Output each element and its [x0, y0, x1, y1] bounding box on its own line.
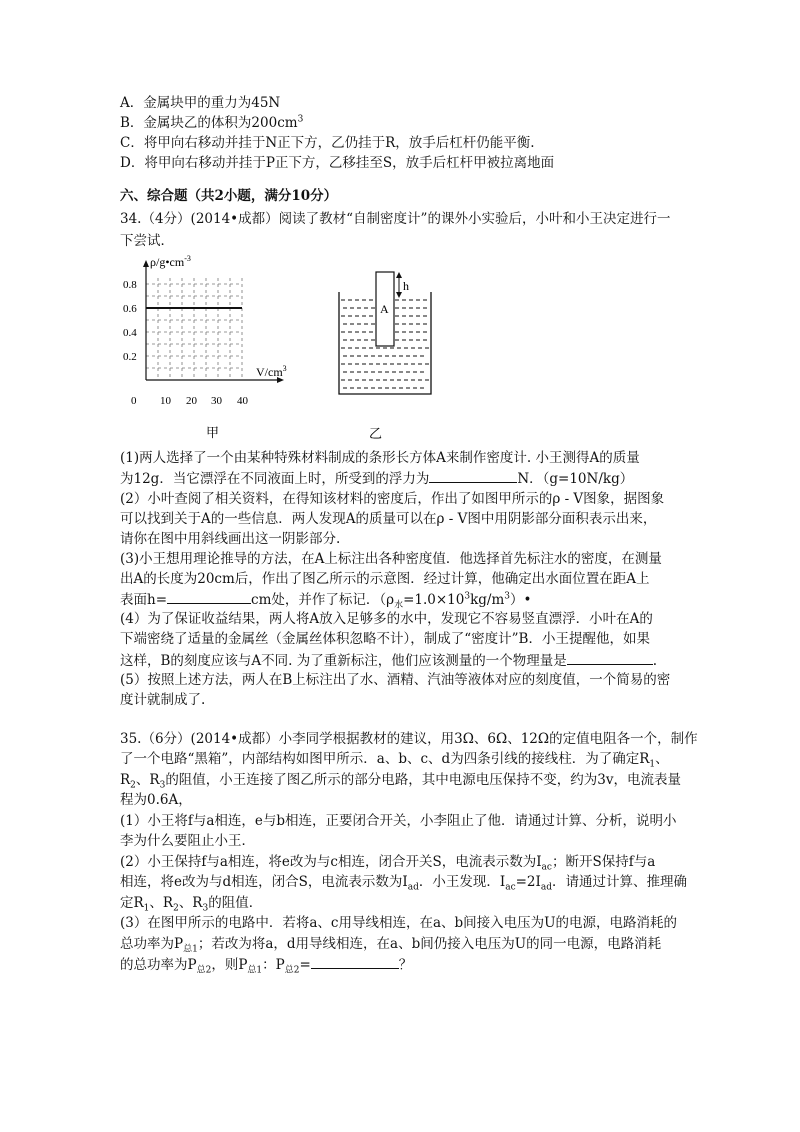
- q34-part2-line2: 可以找到关于A的一些信息．两人发现A的质量可以在ρ - V图中用阴影部分面积表示出来，: [120, 511, 657, 527]
- q35-part3-line3: 的总功率为$P_{总2}$，则$P_{总1}$：$P_{总2}=$ ？: [120, 957, 413, 976]
- q35-stem-line1: 35.（6分）(2014•成都）小李同学根据教材的建议，用3Ω、6Ω、12Ω的定值电阻各一个，制作: [120, 731, 698, 747]
- option-a: A．金属块甲的重力为45N: [120, 95, 281, 111]
- q34-part2-line3: 请你在图中用斜线画出这一阴影部分.: [120, 531, 341, 547]
- q35-part3-line1: (3）在图甲所示的电路中．若将a、c用导线相连，在a、b间接入电压为U的电源，电路消耗的: [120, 915, 678, 931]
- q34-part3-line3: 表面h= cm处，并作了标记．$(\rho_水=1.0\times 10^3kg/m^3)•$: [120, 591, 532, 611]
- x-tick-label: 30: [211, 395, 222, 407]
- y-tick-label: 0.8: [123, 279, 137, 291]
- q34-part5-line1: (5）按照上述方法，两人在B上标注出了水、酒精、汽油等液体对应的刻度值，一个简易的密: [120, 672, 671, 688]
- y-tick-label: 0.2: [123, 351, 137, 363]
- q34-part3-line2: 出A的长度为20cm后，作出了图乙所示的示意图．经过计算，他确定出水面位置在距A上: [120, 571, 650, 587]
- q34-stem-line2: 下尝试．: [120, 233, 174, 249]
- option-c: C．将甲向右移动并挂于N正下方，乙仍挂于R，放手后杠杆仍能平衡.: [120, 135, 535, 151]
- q34-part3-line1: (3)小王想用理论推导的方法，在A上标注出各种密度值．他选择首先标注水的密度，在测量: [120, 551, 662, 567]
- figure-jia-graph: [110, 252, 310, 442]
- q35-part2-line3: 定$R_1$、$R_2$、$R_3$的阻值．: [120, 895, 263, 914]
- q35-stem-line3: $R_2$、$R_3$的阻值，小王连接了图乙所示的部分电路，其中电源电压保持不变，约为3v，电流表量: [120, 772, 682, 791]
- h-label: h: [403, 279, 409, 293]
- q34-part4-line2: 下端密绕了适量的金属丝（金属丝体积忽略不计），制成了“密度计”B．小王提醒他，如果: [120, 631, 650, 647]
- answer-blank[interactable]: [429, 469, 517, 483]
- x-tick-label: 40: [237, 395, 248, 407]
- y-axis-label: $\rho/g•cm^{-3}$: [150, 254, 191, 269]
- answer-blank[interactable]: [311, 955, 399, 969]
- q34-part1-line2: 为12g．当它漂浮在不同液面上时，所受到的浮力为 N．（g=10N/kg）: [120, 471, 634, 487]
- block-a-label: A: [380, 302, 389, 316]
- q35-stem-line2: 了一个电路“黑箱”，内部结构如图甲所示．a、b、c、d为四条引线的接线柱．为了确定$R_1$、: [120, 751, 669, 770]
- figure-caption-jia: 甲: [206, 425, 220, 440]
- q35-stem-line4: 程为0.6A，: [120, 792, 192, 808]
- y-tick-label: 0.4: [123, 327, 137, 339]
- y-axis-arrow-icon: [143, 260, 149, 267]
- figure-caption-yi: 乙: [369, 426, 383, 441]
- q34-part1-line1: (1)两人选择了一个由某种特殊材料制成的条形长方体A来制作密度计. 小王测得A的质量: [120, 450, 640, 466]
- answer-blank[interactable]: [567, 651, 653, 665]
- x-tick-label: 0: [131, 395, 137, 407]
- x-tick-label: 20: [186, 395, 197, 407]
- x-axis-label: $V/cm^3$: [256, 364, 287, 379]
- y-tick-label: 0.6: [123, 303, 137, 315]
- q34-part2-line1: (2）小叶查阅了相关资料，在得知该材料的密度后，作出了如图甲所示的ρ - V图象，据图象: [120, 491, 665, 507]
- grid: [146, 278, 242, 377]
- section-title: 六、综合题（共2小题，满分10分）: [120, 188, 338, 204]
- q35-part1-line1: (1）小王将f与a相连，e与b相连，正要闭合开关，小李阻止了他．请通过计算、分析，说明小: [120, 813, 677, 829]
- x-tick-label: 10: [160, 395, 171, 407]
- h-arrow-up-icon: [396, 272, 402, 278]
- option-d: D．将甲向右移动并挂于P正下方，乙移挂至S，放手后杠杆甲被拉离地面: [120, 155, 555, 171]
- q34-part4-line1: (4）为了保证收益结果，两人将A放入足够多的水中，发现它不容易竖直漂浮．小叶在A的: [120, 611, 653, 627]
- q35-part2-line1: (2）小王保持f与a相连，将e改为与c相连，闭合开关S，电流表示数为$I_{ac}$；断开S保持f与a: [120, 854, 656, 873]
- q34-part4-line3: 这样，B的刻度应该与A不同. 为了重新标注，他们应该测量的一个物理量是 .: [120, 653, 658, 669]
- q34-part5-line2: 度计就制成了.: [120, 692, 206, 708]
- answer-blank[interactable]: [167, 590, 251, 604]
- q34-stem-line1: 34.（4分）(2014•成都）阅读了教材“自制密度计”的课外小实验后，小叶和小王决定进行一: [120, 211, 671, 227]
- figure-yi-beaker: [335, 262, 465, 442]
- q35-part2-line2: 相连，将e改为与d相连，闭合S，电流表示数为$I_{ad}$．小王发现．$I_{ac}=2I_{ad}$．请通过计算、推理确: [120, 874, 687, 893]
- q35-part3-line2: 总功率为$P_{总1}$；若改为将a，d用导线相连，在a、b间仍接入电压为U的同一电源，电路消耗: [120, 936, 662, 955]
- h-arrow-down-icon: [396, 292, 402, 298]
- q35-part1-line2: 李为什么要阻止小王．: [120, 833, 255, 849]
- option-b: B．金属块乙的体积为$200cm^3$: [120, 114, 304, 131]
